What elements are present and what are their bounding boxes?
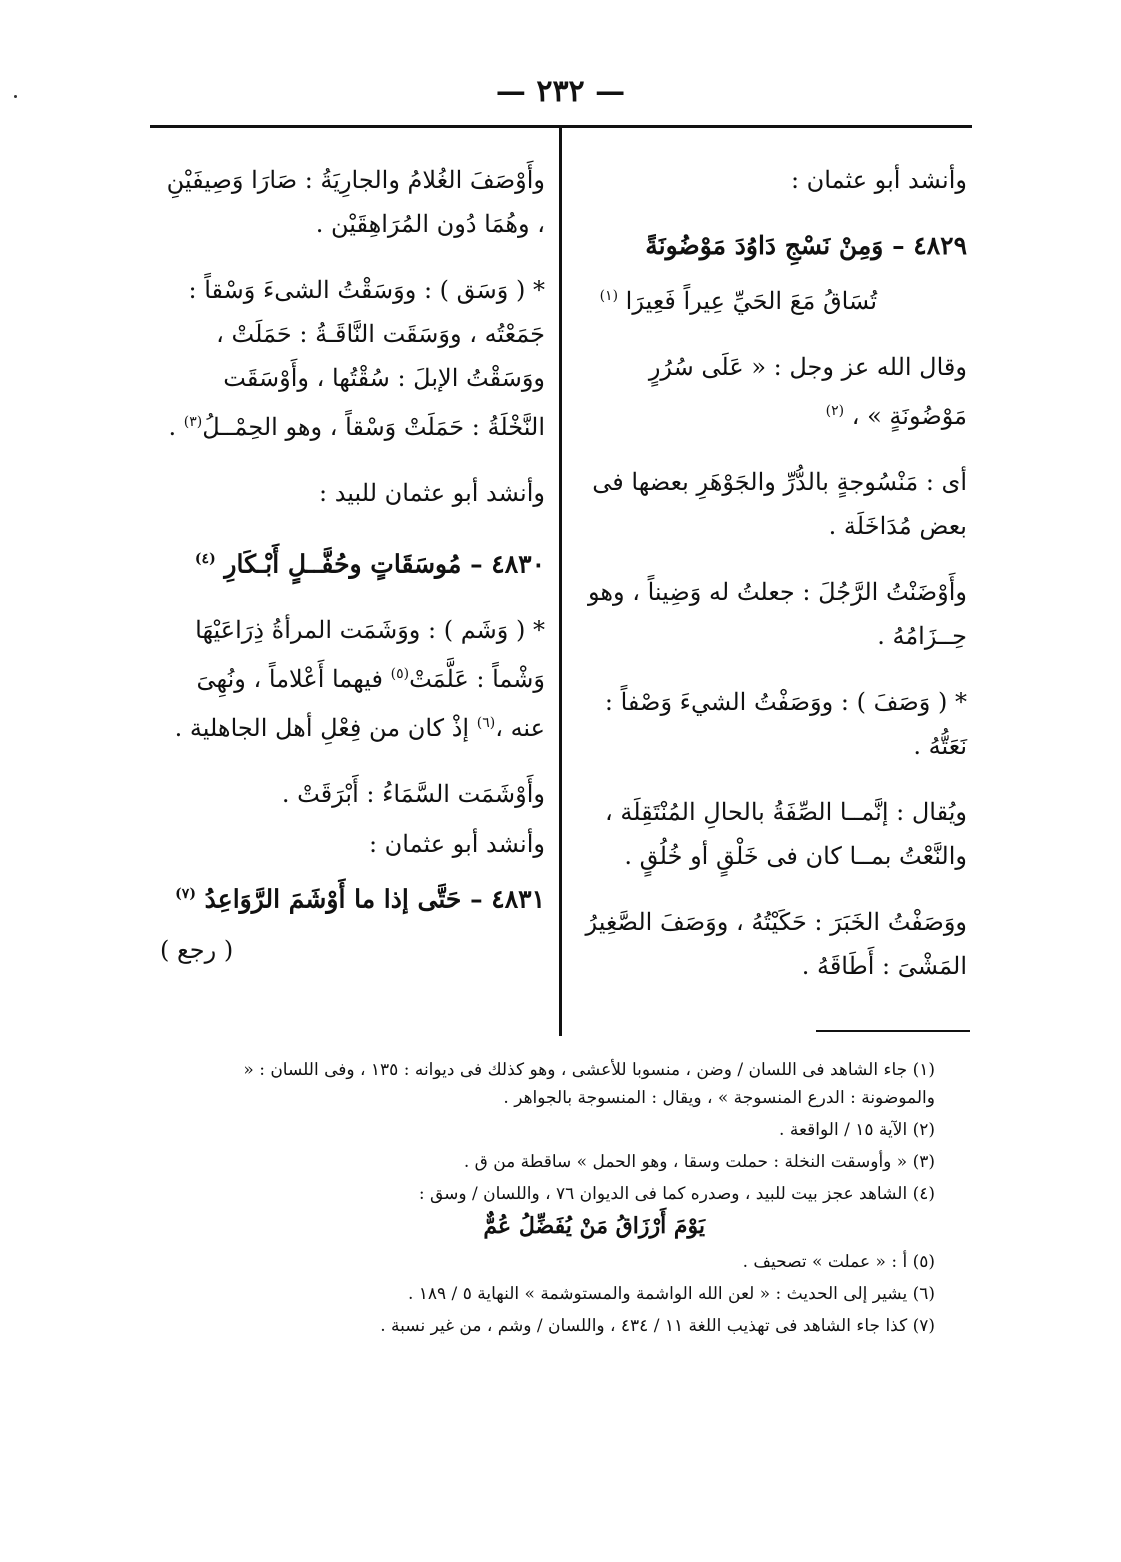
footnote-4: (٤) الشاهد عجز بيت للبيد ، وصدره كما فى الديوان ٧٦ ، واللسان / وسق : [418,1184,935,1204]
footnote-ref-7: (٧) [175,886,196,903]
washm-text-b: فيهما أَعْلاماً ، ونُهِىَ عنه ، [196,665,545,743]
verse-4831-text: ٤٨٣١ – حَتَّى إذا ما أَوْشَمَ الرَّوَاعِدُ [204,884,545,914]
washm-text-c: إذْ كان من فِعْلِ أهل الجاهلية . [174,714,477,743]
footnote-ref-6: (٦) [476,715,496,732]
footnote-1: (١) جاء الشاهد فى اللسان / وضن ، منسوبا للأعشى ، وهو كذلك فى ديوانه : ١٣٥ ، وفى اللسان : « والموضونة : الدرع المنسوجة » ، ويقال : المنسوجة بالجواهر . [243,1060,935,1108]
verse-4829-line1: ٤٨٢٩ – وَمِنْ نَسْجِ دَاوُدَ مَوْضُونَةً [645,231,967,260]
footnote-4-verse: يَوْمَ أَرْزَاقُ مَنْ يُفَضِّلُ عُمٌّ [483,1213,705,1239]
right-column [572,158,967,1010]
footnote-ref-2: (٢) [825,403,845,419]
quran-text: وقال الله عز وجل : « عَلَى سُرُرٍ مَوْضُونَةٍ » ، [648,353,967,430]
footnote-3: (٣) « وأوسقت النخلة : حملت وسقا ، وهو الحمل » ساقطة من ق . [463,1152,935,1172]
verse-4830-text: ٤٨٣٠ – مُوسَقَاتٍ وحُفَّــلٍ أَبْـكَارِ [224,549,545,579]
footnote-ref-5: (٥) [390,666,410,683]
footnote-ref-4: (٤) [194,551,216,567]
footnote-7: (٧) كذا جاء الشاهد فى تهذيب اللغة ١١ / ٤٣٤ ، واللسان / وشم ، من غير نسبة . [380,1316,935,1336]
footnotes [165,1056,935,1344]
right-p1: وأنشد أبو عثمان : [790,166,967,194]
footnote-ref-1: (١) [599,288,619,304]
meaning-paragraph: أى : مَنْسُوجةٍ بالدُّرِّ والجَوْهَرِ بعضها فى بعض مُدَاخَلَة . [592,468,967,540]
washm-text-a: * ( وَشَم ) : ووَشَمَت المرأةُ ذِرَاعَيْهَا وَشْماً : عَلَّمَتْ [195,616,545,694]
page-number: — ٢٣٢ — [495,74,626,109]
quran-citation [572,345,967,438]
washm-entry [160,608,545,750]
footnote-6: (٦) يشير إلى الحديث : « لعن الله الواشمة والمستوشمة » النهاية ٥ / ١٨٩ . [407,1284,935,1304]
left-column [160,158,545,972]
footnote-5: (٥) أ : « عملت » تصحيف . [742,1252,935,1272]
wasaf-entry: * ( وَصَفَ ) : ووَصَفْتُ الشيءَ وَصْفاً : نَعَتُّهُ . [604,688,967,760]
labid-intro: وأنشد أبو عثمان للبيد : [318,479,545,507]
footnote-ref-3: (٣) [183,414,203,430]
verse-4830 [160,537,545,586]
rajaa-marker: ( رجع ) [160,935,234,964]
awshamat-paragraph: وأَوْشَمَت السَّمَاءُ : أَبْرَقَتْ . [281,780,545,809]
wasaq-entry [160,268,545,449]
awsaf-paragraph: وأَوْصَفَ الغُلامُ والجارِيَةُ : صَارَا وَصِيفَيْنِ ، وهُمَا دُون المُرَاهِقَيْن . [166,166,545,238]
wasaq-text: * ( وَسَق ) : ووَسَقْتُ الشىءَ وَسْقاً : جَمَعْتُه ، ووَسَقَت النَّاقَـةُ : حَمَلَتْ ، ووَسَقْتُ الإبلَ : سُقْتُها ، وأَوْسَقَت النَّخْلَةُ : حَمَلَتْ وَسْقاً ، وهو الحِمْــلُ [188,276,545,441]
awdant-paragraph: وأَوْضَنْتُ الرَّجُلَ : جعلتُ له وَضِيناً ، وهو حِــزَامُهُ . [587,578,967,650]
uthman-intro: وأنشد أبو عثمان : [368,830,545,859]
verse-4831 [160,872,545,921]
wasaftu-paragraph: ووَصَفْتُ الخَبَرَ : حَكَيْتُهُ ، ووَصَفَ الصَّغِيرُ المَشْىَ : أَطَاقَهُ . [585,908,967,980]
wasaq-end: . [168,413,184,441]
verse-4829-line2 [572,274,967,323]
yuqal-paragraph: ويُقال : إنَّمــا الصِّفَةُ بالحالِ المُنْتَقِلَة ، والنَّعْتُ بمــا كان فى خَلْقٍ أو خُلُقٍ . [604,798,967,870]
verse-4829-line2-text: تُسَاقُ مَعَ الحَيِّ عِيراً فَعِيرَا [625,287,877,315]
footnote-rule [816,1030,970,1032]
footnote-2: (٢) الآية ١٥ / الواقعة . [779,1120,935,1140]
column-divider [559,128,562,1036]
